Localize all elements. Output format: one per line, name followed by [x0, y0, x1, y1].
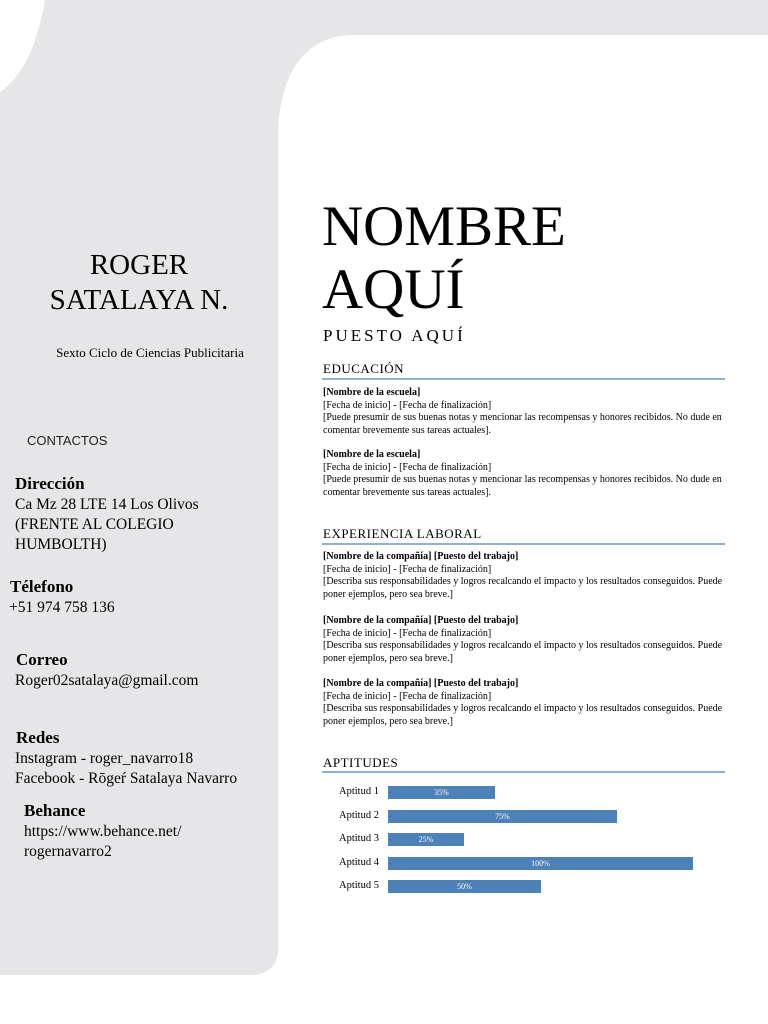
- skill-label: Aptitud 2: [339, 809, 379, 821]
- entry-description: [Describa sus responsabilidades y logros recalcando el impacto y los resultados conseguidos. Puede poner ejemplos, pero sea breve.]: [323, 703, 723, 727]
- skills-rule: [322, 771, 725, 773]
- skill-label: Aptitud 1: [339, 786, 379, 797]
- entry-description: [Puede presumir de sus buenas notas y mencionar las recompensas y honores recibidos. No dude en comentar brevemente sus tareas actuales].: [323, 412, 722, 436]
- skills-heading: APTITUDES: [323, 755, 399, 770]
- skill-label: Aptitud 3: [339, 833, 379, 844]
- skill-label: Aptitud 5: [339, 880, 379, 891]
- redes-label: Redes: [16, 728, 60, 747]
- direccion-line: HUMBOLTH): [15, 536, 107, 553]
- entry-dates: [Fecha de inicio] - [Fecha de finalización]: [323, 399, 492, 411]
- behance-link: https://www.behance.net/: [24, 823, 182, 840]
- redes-facebook: Facebook - Rōgeŕ Satalaya Navarro: [15, 770, 238, 787]
- experience-rule: [322, 543, 725, 545]
- education-entry: [323, 449, 723, 499]
- sidebar-name-line1: ROGER: [89, 249, 189, 281]
- sidebar-name-line2: SATALAYA N.: [49, 284, 229, 316]
- experience-entry: [323, 678, 723, 728]
- company-position: [Nombre de la compañía] [Puesto del trabajo]: [323, 678, 519, 689]
- behance-label: Behance: [24, 801, 86, 820]
- education-heading: EDUCACIÓN: [323, 361, 405, 376]
- school-name: [Nombre de la escuela]: [323, 449, 421, 460]
- skill-bar: 100%: [388, 857, 693, 870]
- skill-bar: 75%: [388, 810, 617, 823]
- correo-value: Roger02satalaya@gmail.com: [15, 672, 199, 689]
- position-title: PUESTO AQUÍ: [323, 326, 466, 345]
- title-line2: AQUÍ: [322, 258, 465, 321]
- entry-description: [Puede presumir de sus buenas notas y mencionar las recompensas y honores recibidos. No dude en comentar brevemente sus tareas actuales].: [323, 474, 722, 498]
- school-name: [Nombre de la escuela]: [323, 387, 421, 398]
- skill-bar: 50%: [388, 880, 541, 893]
- entry-dates: [Fecha de inicio] - [Fecha de finalización]: [323, 461, 492, 473]
- direccion-label: Dirección: [15, 474, 85, 493]
- correo-label: Correo: [16, 650, 68, 669]
- company-position: [Nombre de la compañía] [Puesto del trabajo]: [323, 551, 519, 562]
- direccion-line: Ca Mz 28 LTE 14 Los Olivos: [15, 496, 199, 513]
- entry-description: [Describa sus responsabilidades y logros recalcando el impacto y los resultados conseguidos. Puede poner ejemplos, pero sea breve.]: [323, 576, 723, 600]
- entry-dates: [Fecha de inicio] - [Fecha de finalización]: [323, 563, 492, 575]
- skill-bar: 25%: [388, 833, 464, 846]
- direccion-line: (FRENTE AL COLEGIO: [15, 516, 174, 533]
- experience-heading: EXPERIENCIA LABORAL: [323, 526, 482, 541]
- education-entry: [323, 387, 723, 437]
- telefono-value: +51 974 758 136: [9, 599, 115, 616]
- contacts-heading: CONTACTOS: [27, 433, 108, 448]
- entry-dates: [Fecha de inicio] - [Fecha de finalización]: [323, 627, 492, 639]
- sidebar-subtitle: Sexto Ciclo de Ciencias Publicitaria: [56, 345, 244, 360]
- behance-link: rogernavarro2: [24, 843, 112, 860]
- telefono-label: Télefono: [10, 577, 74, 596]
- education-rule: [322, 378, 725, 380]
- skill-bar: 35%: [388, 786, 495, 799]
- redes-instagram: Instagram - roger_navarro18: [15, 750, 194, 767]
- entry-description: [Describa sus responsabilidades y logros recalcando el impacto y los resultados conseguidos. Puede poner ejemplos, pero sea breve.]: [323, 640, 723, 664]
- entry-dates: [Fecha de inicio] - [Fecha de finalización]: [323, 690, 492, 702]
- company-position: [Nombre de la compañía] [Puesto del trabajo]: [323, 615, 519, 626]
- experience-entry: [323, 615, 723, 665]
- experience-entry: [323, 551, 723, 601]
- title-line1: NOMBRE: [322, 195, 566, 258]
- skill-label: Aptitud 4: [339, 856, 379, 868]
